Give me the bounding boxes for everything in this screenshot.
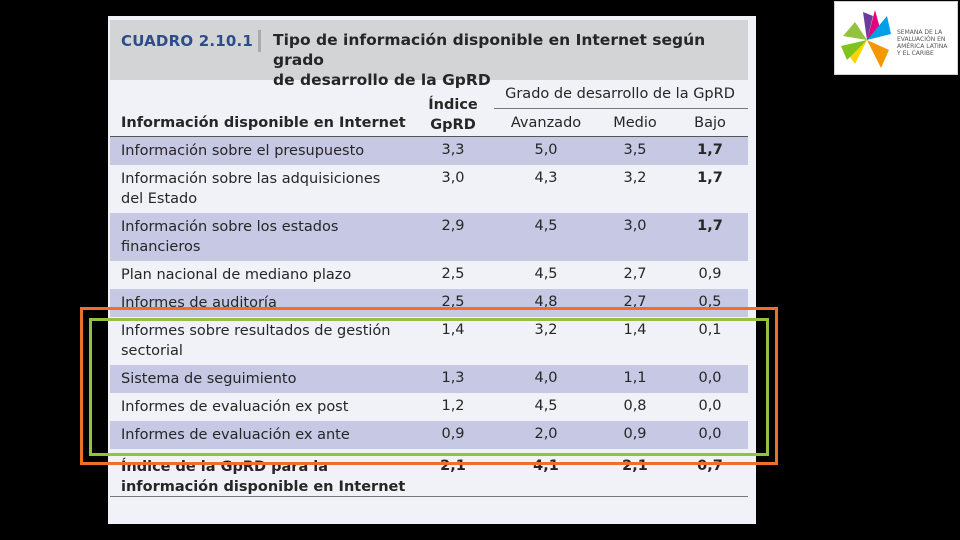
table-row: [110, 137, 748, 165]
row-label-line1: Información sobre las adquisiciones: [121, 171, 381, 187]
row-label-line1: Informes de auditoría: [121, 295, 277, 311]
logo-text-line2: EVALUACIÓN EN: [897, 36, 946, 43]
table-title-line1: Tipo de información disponible en Internet según grado: [273, 31, 706, 69]
cell-bajo: 0,0: [698, 398, 722, 414]
cell-bajo: 0,0: [698, 370, 722, 386]
row-label-line2: financieros: [121, 239, 201, 255]
row-label-line2: sectorial: [121, 343, 183, 359]
cell-bajo: 1,7: [697, 142, 723, 158]
row-label-line1: Informes sobre resultados de gestión: [121, 323, 391, 339]
table-number: CUADRO 2.10.1: [121, 32, 254, 50]
cell-medio: 0,9: [623, 426, 647, 442]
cell-medio: 1,4: [623, 322, 647, 338]
event-logo: [834, 1, 958, 75]
logo-text: [897, 29, 953, 57]
logo-text-line3: AMÉRICA LATINA: [897, 43, 948, 50]
row-label-line1: Informes de evaluación ex ante: [121, 427, 350, 443]
cell-avanzado: 4,5: [534, 398, 558, 414]
cell-avanzado: 4,1: [533, 458, 559, 474]
table-row: [110, 261, 748, 289]
cell-bajo: 1,7: [697, 218, 723, 234]
title-separator: [258, 30, 261, 52]
cell-avanzado: 4,0: [534, 370, 558, 386]
cell-indice: 1,3: [441, 370, 465, 386]
cell-indice: 3,0: [441, 170, 465, 186]
table-title-line2: de desarrollo de la GpRD: [273, 71, 491, 89]
row-label-line1: Sistema de seguimiento: [121, 371, 297, 387]
row-label-line1: Plan nacional de mediano plazo: [121, 267, 352, 283]
cell-avanzado: 2,0: [534, 426, 558, 442]
cell-medio: 3,5: [623, 142, 647, 158]
table-row: [110, 165, 748, 213]
cell-indice: 2,1: [440, 458, 466, 474]
column-header-avanzado: Avanzado: [510, 115, 582, 131]
cell-indice: 1,4: [441, 322, 465, 338]
row-label-line2: del Estado: [121, 191, 198, 207]
column-header-indice: [418, 95, 488, 135]
cell-bajo: 0,0: [698, 426, 722, 442]
column-header-bajo: Bajo: [694, 115, 726, 131]
group-header: Grado de desarrollo de la GpRD: [505, 86, 735, 102]
table-bottom-rule: [110, 496, 748, 497]
cell-avanzado: 3,2: [534, 322, 558, 338]
cell-bajo: 0,9: [698, 266, 722, 282]
cell-avanzado: 4,3: [534, 170, 558, 186]
column-header-medio: Medio: [613, 115, 657, 131]
cell-medio: 3,0: [623, 218, 647, 234]
column-header-indice-line1: Índice: [428, 97, 478, 113]
row-label-line2: información disponible en Internet: [121, 479, 406, 495]
row-label: [121, 141, 364, 161]
column-header-indice-line2: GpRD: [430, 117, 476, 133]
cell-avanzado: 5,0: [534, 142, 558, 158]
row-label-line1: Información sobre los estados: [121, 219, 339, 235]
cell-medio: 3,2: [623, 170, 647, 186]
row-label-line1: Índice de la GpRD para la: [121, 459, 329, 475]
cell-indice: 2,5: [441, 266, 465, 282]
row-label: [121, 265, 351, 285]
cell-indice: 3,3: [441, 142, 465, 158]
cell-bajo: 0,5: [698, 294, 722, 310]
cell-indice: 2,9: [441, 218, 465, 234]
highlight-box-green: [89, 318, 769, 456]
cell-medio: 0,8: [623, 398, 647, 414]
cell-indice: 2,5: [441, 294, 465, 310]
group-header-rule: [494, 108, 748, 109]
cell-medio: 2,7: [623, 294, 647, 310]
row-label-line1: Informes de evaluación ex post: [121, 399, 349, 415]
cell-medio: 2,1: [622, 458, 648, 474]
cell-avanzado: 4,8: [534, 294, 558, 310]
cell-bajo: 0,1: [698, 322, 722, 338]
cell-medio: 2,7: [623, 266, 647, 282]
logo-text-line1: SEMANA DE LA: [897, 29, 943, 36]
logo-star-icon: [837, 2, 897, 72]
cell-medio: 1,1: [623, 370, 647, 386]
logo-text-line4: Y EL CARIBE: [897, 50, 934, 57]
cell-bajo: 1,7: [697, 170, 723, 186]
cell-avanzado: 4,5: [534, 266, 558, 282]
row-label: [121, 217, 338, 257]
table-title: [273, 30, 743, 90]
row-label: [121, 169, 380, 209]
column-header-info: Información disponible en Internet: [121, 115, 406, 131]
cell-bajo: 0,7: [697, 458, 723, 474]
cell-indice: 1,2: [441, 398, 465, 414]
cell-indice: 0,9: [441, 426, 465, 442]
table-row: [110, 213, 748, 261]
cell-avanzado: 4,5: [534, 218, 558, 234]
row-label-line1: Información sobre el presupuesto: [121, 143, 365, 159]
